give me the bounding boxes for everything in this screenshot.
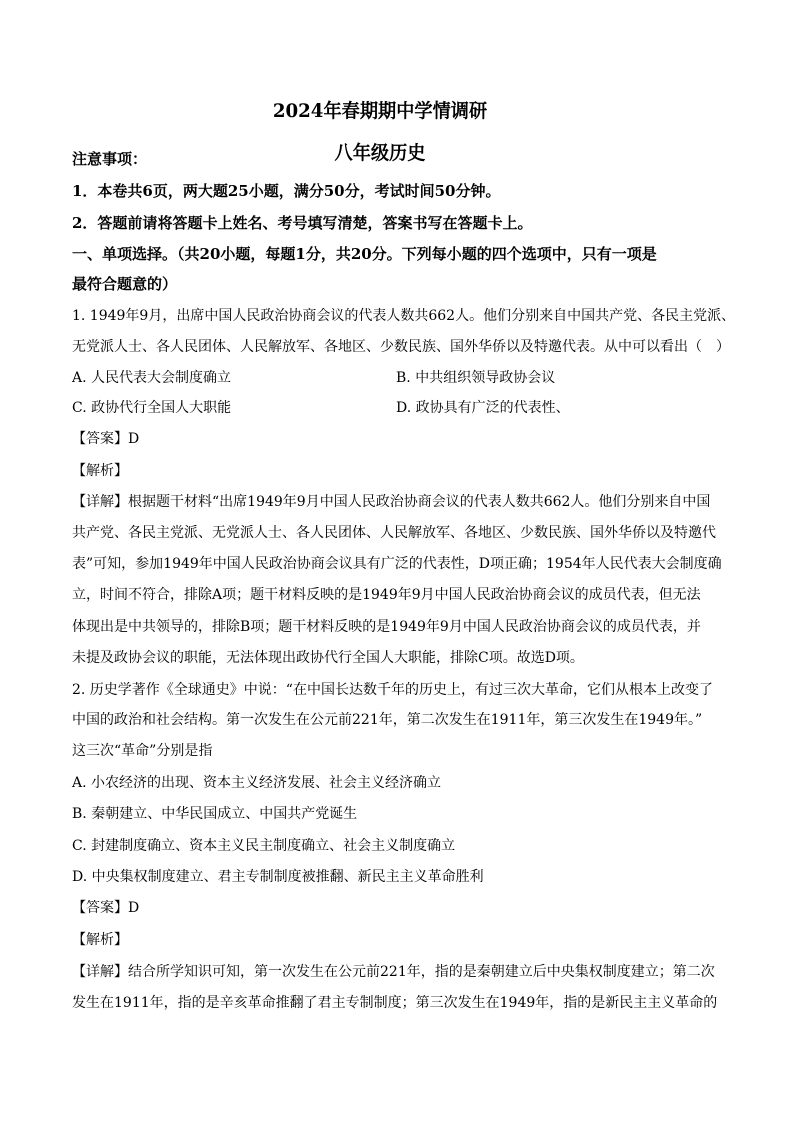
page-title: 2024年春期期中学情调研 xyxy=(272,100,488,122)
q1-detail-line: 体现出是中共领导的，排除B项；题干材料反映的是1949年9月中国人民政治协商会议的成员代表，并 xyxy=(72,619,701,635)
notice-heading: 注意事项： xyxy=(72,150,148,168)
notice-item-1: 1．本卷共6页，两大题25小题，满分50分，考试时间50分钟。 xyxy=(72,182,501,200)
q2-option-b: B. 秦朝建立、中华民国成立、中国共产党诞生 xyxy=(72,806,358,822)
q1-detail-line: 共产党、各民主党派、无党派人士、各人民团体、人民解放军、各地区、少数民族、国外华侨以及特邀代 xyxy=(72,525,716,541)
q2-option-a: A. 小农经济的出现、资本主义经济发展、社会主义经济确立 xyxy=(72,775,442,791)
notice-item-2: 2．答题前请将答题卡上姓名、考号填写清楚，答案书写在答题卡上。 xyxy=(72,214,533,232)
section-heading: 一、单项选择。（共20小题，每题1分，共20分。下列每小题的四个选项中，只有一项是 xyxy=(72,245,657,263)
q1-detail-line: 未提及政协会议的职能，无法体现出政协代行全国人大职能，排除C项。故选D项。 xyxy=(72,650,584,666)
q1-stem-cont: 无党派人士、各人民团体、人民解放军、各地区、少数民族、国外华侨以及特邀代表。从中可以看出（ ） xyxy=(72,339,730,355)
q1-detail-line: 表”可知，参加1949年中国人民政治协商会议具有广泛的代表性，D项正确；1954年人民代表大会制度确 xyxy=(72,556,722,572)
q1-stem: 1. 1949年9月，出席中国人民政治协商会议的代表人数共662人。他们分别来自中国共产党、各民主党派、 xyxy=(72,308,736,324)
q1-detail-line: 【详解】根据题干材料“出席1949年9月中国人民政治协商会议的代表人数共662人。他们分别来自中国 xyxy=(72,494,711,510)
q2-stem: 2. 历史学著作《全球通史》中说：“在中国长达数千年的历史上，有过三次大革命，它们从根本上改变了 xyxy=(72,682,713,698)
q1-option-d: D. 政协具有广泛的代表性、 xyxy=(396,400,570,416)
q2-detail-line: 【详解】结合所学知识可知，第一次发生在公元前221年，指的是秦朝建立后中央集权制度建立；第二次 xyxy=(72,964,715,980)
q1-answer: 【答案】D xyxy=(72,431,140,447)
q1-option-b: B. 中共组织领导政协会议 xyxy=(396,370,556,386)
page-subtitle: 八年级历史 xyxy=(334,142,426,164)
section-heading-cont: 最符合题意的） xyxy=(72,275,178,293)
q2-option-d: D. 中央集权制度建立、君主专制制度被推翻、新民主主义革命胜利 xyxy=(72,869,484,885)
q1-option-a: A. 人民代表大会制度确立 xyxy=(72,370,232,386)
q2-answer: 【答案】D xyxy=(72,900,140,916)
q1-detail-line: 立，时间不符合，排除A项；题干材料反映的是1949年9月中国人民政治协商会议的成员代表，但无法 xyxy=(72,587,701,603)
q1-option-c: C. 政协代行全国人大职能 xyxy=(72,400,232,416)
q2-analysis-heading: 【解析】 xyxy=(72,932,128,948)
q2-option-c: C. 封建制度确立、资本主义民主制度确立、社会主义制度确立 xyxy=(72,838,456,854)
q2-detail-line: 发生在1911年，指的是辛亥革命推翻了君主专制制度；第三次发生在1949年，指的是新民主主义革命的 xyxy=(72,995,718,1011)
q1-analysis-heading: 【解析】 xyxy=(72,463,128,479)
q2-stem-cont: 中国的政治和社会结构。第一次发生在公元前221年，第二次发生在1911年，第三次发生在1949年。” xyxy=(72,712,703,728)
q2-stem-cont: 这三次“革命”分别是指 xyxy=(72,743,213,759)
